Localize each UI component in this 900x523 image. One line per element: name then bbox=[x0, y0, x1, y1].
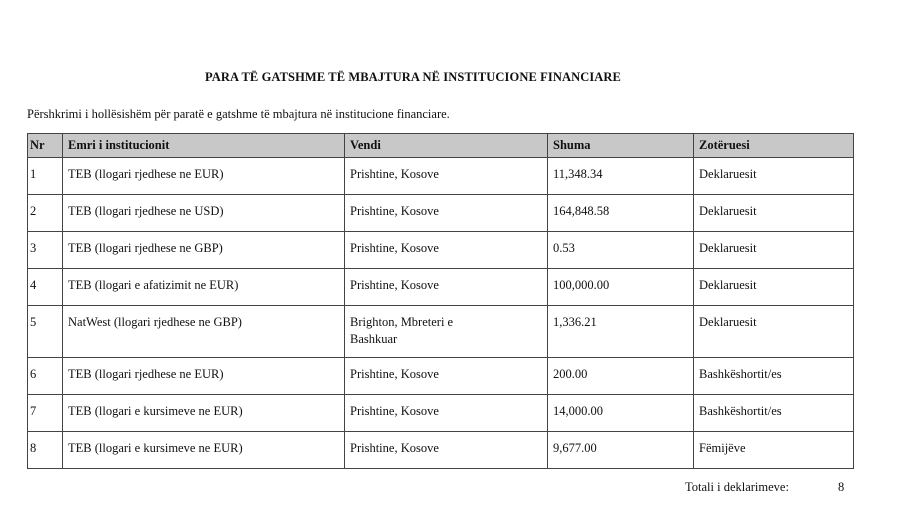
column-header-place: Vendi bbox=[345, 134, 548, 158]
row-place: Prishtine, Kosove bbox=[345, 195, 548, 232]
row-nr: 5 bbox=[28, 306, 63, 358]
row-amount: 1,336.21 bbox=[548, 306, 694, 358]
row-owner: Deklaruesit bbox=[694, 269, 854, 306]
row-owner: Bashkëshortit/es bbox=[694, 395, 854, 432]
row-amount: 100,000.00 bbox=[548, 269, 694, 306]
row-institution: TEB (llogari rjedhese ne EUR) bbox=[63, 358, 345, 395]
row-nr: 8 bbox=[28, 432, 63, 469]
row-owner: Fëmijëve bbox=[694, 432, 854, 469]
table-header-row bbox=[28, 134, 854, 158]
row-owner: Deklaruesit bbox=[694, 232, 854, 269]
table-row bbox=[28, 269, 854, 306]
column-header-amount: Shuma bbox=[548, 134, 694, 158]
row-institution: NatWest (llogari rjedhese ne GBP) bbox=[63, 306, 345, 358]
row-nr: 6 bbox=[28, 358, 63, 395]
row-institution: TEB (llogari e kursimeve ne EUR) bbox=[63, 432, 345, 469]
row-amount: 0.53 bbox=[548, 232, 694, 269]
table-row bbox=[28, 432, 854, 469]
table-row bbox=[28, 358, 854, 395]
table-row bbox=[28, 195, 854, 232]
row-owner: Deklaruesit bbox=[694, 195, 854, 232]
row-institution: TEB (llogari rjedhese ne GBP) bbox=[63, 232, 345, 269]
row-place: Prishtine, Kosove bbox=[345, 358, 548, 395]
row-amount: 14,000.00 bbox=[548, 395, 694, 432]
row-place: Prishtine, Kosove bbox=[345, 395, 548, 432]
section-description: Përshkrimi i hollësishëm për paratë e gatshme të mbajtura në institucione financiare. bbox=[27, 107, 450, 121]
row-place: Prishtine, Kosove bbox=[345, 232, 548, 269]
table-row bbox=[28, 395, 854, 432]
row-amount: 9,677.00 bbox=[548, 432, 694, 469]
row-nr: 2 bbox=[28, 195, 63, 232]
row-place: Prishtine, Kosove bbox=[345, 269, 548, 306]
table-row bbox=[28, 158, 854, 195]
row-nr: 7 bbox=[28, 395, 63, 432]
row-place: Prishtine, Kosove bbox=[345, 158, 548, 195]
row-nr: 1 bbox=[28, 158, 63, 195]
row-place: Prishtine, Kosove bbox=[345, 432, 548, 469]
table-row bbox=[28, 306, 854, 358]
row-institution: TEB (llogari rjedhese ne EUR) bbox=[63, 158, 345, 195]
row-owner: Deklaruesit bbox=[694, 158, 854, 195]
row-owner: Bashkëshortit/es bbox=[694, 358, 854, 395]
row-amount: 11,348.34 bbox=[548, 158, 694, 195]
row-place: Brighton, Mbreteri e Bashkuar bbox=[345, 306, 548, 358]
table-row bbox=[28, 232, 854, 269]
row-nr: 4 bbox=[28, 269, 63, 306]
cash-holdings-table bbox=[27, 133, 854, 469]
total-declarations-label: Totali i deklarimeve: bbox=[685, 480, 789, 494]
row-amount: 200.00 bbox=[548, 358, 694, 395]
row-amount: 164,848.58 bbox=[548, 195, 694, 232]
column-header-nr: Nr bbox=[28, 134, 63, 158]
row-owner: Deklaruesit bbox=[694, 306, 854, 358]
row-institution: TEB (llogari e kursimeve ne EUR) bbox=[63, 395, 345, 432]
section-title: PARA TË GATSHME TË MBAJTURA NË INSTITUCIONE FINANCIARE bbox=[204, 70, 621, 84]
total-declarations-value: 8 bbox=[838, 480, 845, 494]
row-institution: TEB (llogari rjedhese ne USD) bbox=[63, 195, 345, 232]
column-header-institution: Emri i institucionit bbox=[63, 134, 345, 158]
row-nr: 3 bbox=[28, 232, 63, 269]
column-header-owner: Zotëruesi bbox=[694, 134, 854, 158]
row-institution: TEB (llogari e afatizimit ne EUR) bbox=[63, 269, 345, 306]
